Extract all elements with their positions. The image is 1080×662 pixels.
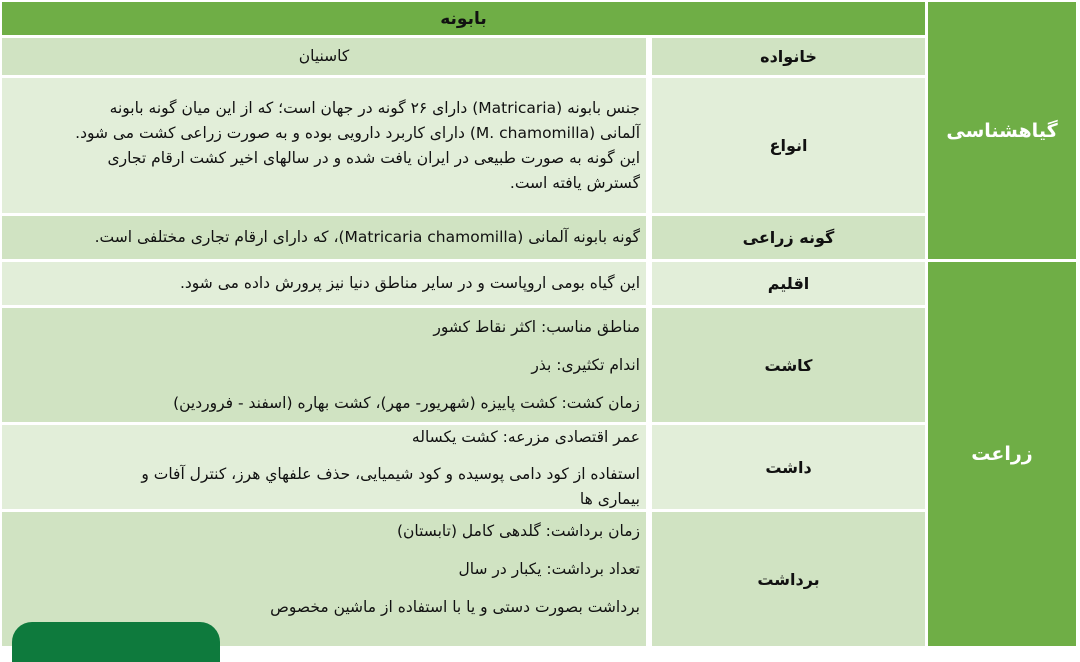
value-line: زمان برداشت: گلدهی کامل (تابستان) bbox=[396, 522, 640, 540]
value-line: بیماری ها bbox=[579, 490, 640, 508]
table-row-planting bbox=[2, 308, 925, 425]
value-line: تعداد برداشت: یکبار در سال bbox=[458, 560, 640, 578]
row-label-cultivated-species: گونه زراعی bbox=[652, 216, 925, 259]
value-line: عمر اقتصادی مزرعه: کشت یکساله bbox=[411, 428, 640, 446]
row-value-cultivated-species bbox=[2, 216, 649, 259]
value-line: اندام تکثیری: بذر bbox=[531, 356, 640, 374]
row-value-planting bbox=[2, 308, 649, 422]
value-line: این گیاه بومی اروپاست و در سایر مناطق دنیا نیز پرورش داده می شود. bbox=[179, 274, 640, 292]
value-line: مناطق مناسب: اکثر نقاط کشور bbox=[433, 318, 640, 336]
value-line: استفاده از کود دامی پوسیده و کود شیمیایی، حذف علفهاي هرز، کنترل آفات و bbox=[141, 465, 640, 483]
value-line: جنس بابونه (Matricaria) دارای ۲۶ گونه در جهان است؛ که از این میان گونه بابونه bbox=[109, 98, 640, 117]
row-label-family: خانواده bbox=[652, 38, 925, 75]
table-title: بابونه bbox=[2, 2, 925, 38]
row-label-planting: کاشت bbox=[652, 308, 925, 422]
value-line: کاسنیان bbox=[298, 47, 350, 65]
table-row-cultivated-species bbox=[2, 216, 925, 262]
value-line: زمان کشت: کشت پاییزه (شهریور- مهر)، کشت بهاره (اسفند - فروردین) bbox=[173, 394, 640, 412]
table-row-family bbox=[2, 38, 925, 78]
value-line: آلمانی (M. chamomilla) دارای کاربرد دارویی بوده و به صورت زراعی کشت می شود. bbox=[75, 123, 640, 142]
value-line: این گونه به صورت طبیعی در ایران یافت شده و در سالهای اخیر کشت ارقام تجاری bbox=[107, 148, 640, 167]
decorative-green-tab bbox=[12, 622, 220, 662]
category-botany: گیاهشناسی bbox=[928, 2, 1076, 259]
row-label-maintenance: داشت bbox=[652, 425, 925, 509]
row-label-harvest: برداشت bbox=[652, 512, 925, 646]
row-label-climate: اقلیم bbox=[652, 262, 925, 305]
value-line: برداشت بصورت دستی و یا با استفاده از ماشین مخصوص bbox=[270, 598, 640, 616]
row-value-climate bbox=[2, 262, 649, 305]
row-label-types: انواع bbox=[652, 78, 925, 213]
row-value-types bbox=[2, 78, 649, 213]
table-row-types bbox=[2, 78, 925, 216]
row-value-family bbox=[2, 38, 649, 75]
row-value-maintenance bbox=[2, 425, 649, 509]
category-cultivation: زراعت bbox=[928, 262, 1076, 646]
table-row-maintenance bbox=[2, 425, 925, 512]
value-line: گسترش یافته است. bbox=[509, 173, 640, 192]
value-line: گونه بابونه آلمانی (Matricaria chamomilla)، که دارای ارقام تجاری مختلفی است. bbox=[94, 228, 640, 246]
table-row-climate bbox=[2, 262, 925, 308]
